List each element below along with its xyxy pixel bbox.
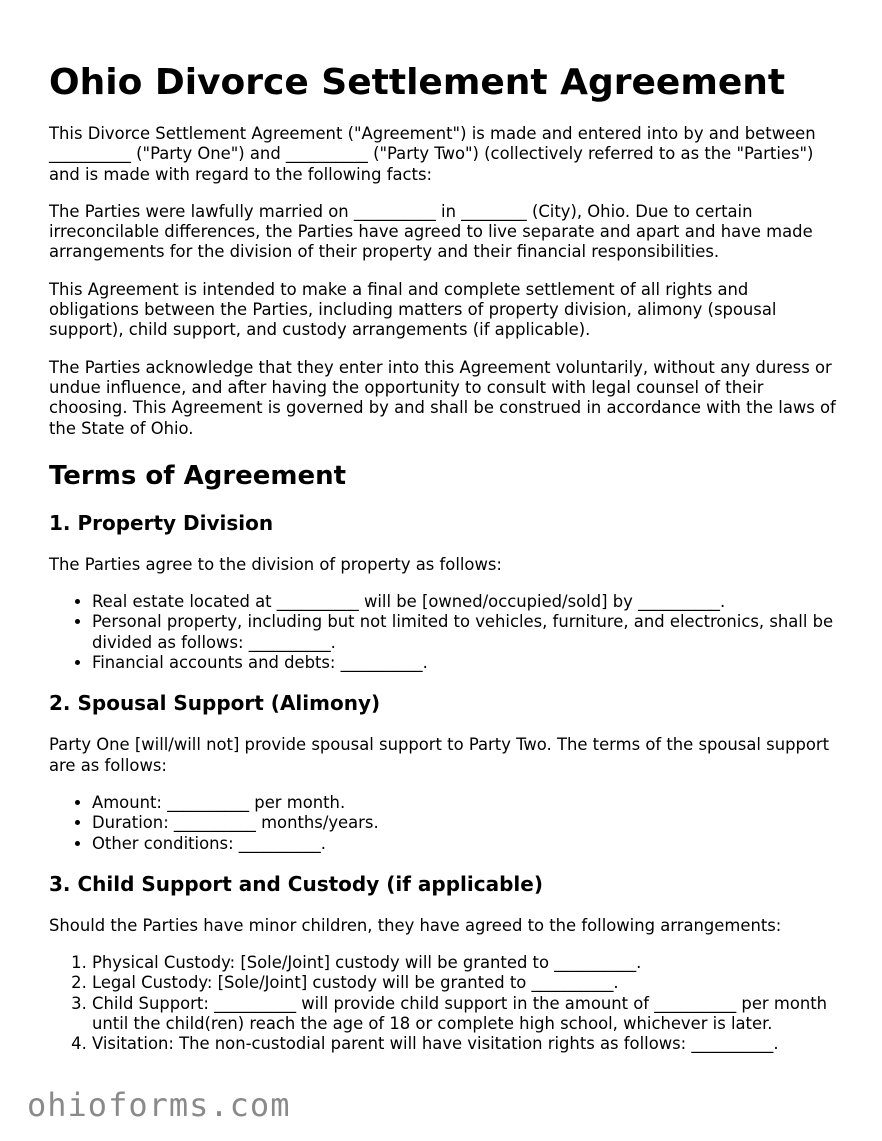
intro-paragraph: The Parties were lawfully married on __________ in ________ (City), Ohio. Due to certain irreconcilable differences, the Parties have agreed to live separate and apart and have made arrangements for the division of their property and their financial responsibilities. <box>49 201 813 262</box>
list-item: • Other conditions: __________. <box>92 834 839 854</box>
spousal-support-list <box>49 793 839 854</box>
list-item: 4. Visitation: The non-custodial parent will have visitation rights as follows: __________. <box>92 1034 839 1054</box>
intro-paragraph: This Divorce Settlement Agreement ("Agreement") is made and entered into by and between __________ ("Party One") and __________ ("Party Two") (collectively referred to as the "Parties") and is made with regard to the following facts: <box>49 124 816 184</box>
section-heading-property-division: 1. Property Division <box>49 510 274 535</box>
intro-paragraph: The Parties acknowledge that they enter into this Agreement voluntarily, without any duress or undue influence, and after having the opportunity to consult with legal counsel of their choosing. This Agreement is governed by and shall be construed in accordance with the laws of the State of Ohio. <box>49 357 836 438</box>
section-text: Should the Parties have minor children, they have agreed to the following arrangements: <box>49 915 782 935</box>
child-support-list <box>49 953 839 1054</box>
list-item: 3. Child Support: __________ will provide child support in the amount of __________ per month until the child(ren) reach the age of 18 or complete high school, whichever is later. <box>92 994 839 1035</box>
list-item: • Personal property, including but not limited to vehicles, furniture, and electronics, shall be divided as follows: __________. <box>92 612 839 653</box>
section-heading-spousal-support: 2. Spousal Support (Alimony) <box>49 691 381 716</box>
list-item: • Financial accounts and debts: __________. <box>92 653 839 673</box>
list-item: • Amount: __________ per month. <box>92 793 839 813</box>
list-item: • Real estate located at __________ will be [owned/occupied/sold] by __________. <box>92 592 839 612</box>
list-item: • Duration: __________ months/years. <box>92 813 839 833</box>
section-text: The Parties agree to the division of property as follows: <box>49 554 502 574</box>
property-division-list <box>49 592 839 673</box>
section-heading-child-support: 3. Child Support and Custody (if applicable) <box>49 871 543 896</box>
site-watermark: ohioforms.com <box>27 1086 291 1124</box>
document-page <box>49 58 839 1055</box>
section-text: Party One [will/will not] provide spousal support to Party Two. The terms of the spousal support are as follows: <box>49 735 830 775</box>
list-item: 2. Legal Custody: [Sole/Joint] custody will be granted to __________. <box>92 973 839 993</box>
terms-heading: Terms of Agreement <box>49 460 347 491</box>
document-title: Ohio Divorce Settlement Agreement <box>49 62 786 103</box>
list-item: 1. Physical Custody: [Sole/Joint] custody will be granted to __________. <box>92 953 839 973</box>
intro-paragraph: This Agreement is intended to make a final and complete settlement of all rights and obligations between the Parties, including matters of property division, alimony (spousal support), child support, and custody arrangements (if applicable). <box>49 279 777 340</box>
